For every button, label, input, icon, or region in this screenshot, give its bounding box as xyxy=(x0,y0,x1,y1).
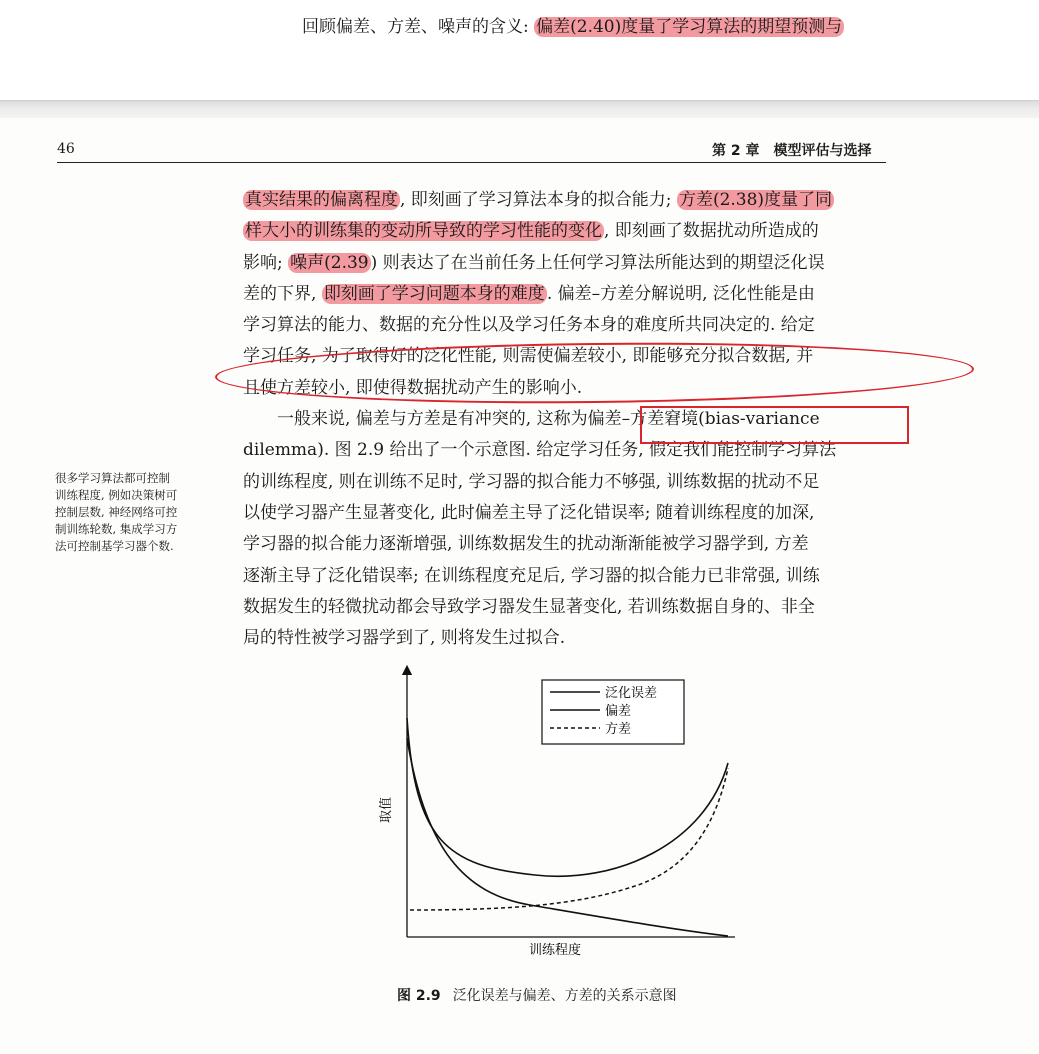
text-line: 的训练程度, 则在训练不足时, 学习器的拟合能力不够强, 训练数据的扰动不足 xyxy=(243,471,820,492)
legend-label-variance: 方差 xyxy=(605,722,632,737)
header-rule xyxy=(57,162,886,163)
margin-note xyxy=(55,470,220,555)
margin-note-line: 控制层数, 神经网络可控 xyxy=(55,505,178,519)
text-line: 学习器的拟合能力逐渐增强, 训练数据发生的扰动渐渐能被学习器学到, 方差 xyxy=(243,534,809,555)
text-line: 一般来说, 偏差与方差是有冲突的, 这称为偏差–方差窘境(bias-variance xyxy=(277,409,820,430)
legend-label-bias: 偏差 xyxy=(605,704,632,719)
text-line: 逐渐主导了泛化错误率; 在训练程度充足后, 学习器的拟合能力已非常强, 训练 xyxy=(243,565,820,586)
page-gap xyxy=(0,100,1039,119)
text-span: , 即刻画了数据扰动所造成的 xyxy=(604,221,819,242)
top-line-plain: 回顾偏差、方差、噪声的含义: xyxy=(302,17,535,37)
highlighted-text: 真实结果的偏离程度 xyxy=(245,190,398,210)
text-span: 差的下界, xyxy=(243,283,322,304)
text-line xyxy=(243,248,893,279)
page-number: 46 xyxy=(57,141,75,157)
margin-note-line: 训练程度, 例如决策树可 xyxy=(55,488,178,502)
previous-page-fragment xyxy=(0,0,1039,100)
highlighted-text: 方差(2.38)度量了同 xyxy=(678,190,833,210)
text-line: dilemma). 图 2.9 给出了一个示意图. 给定学习任务, 假定我们能控制学习算法 xyxy=(243,440,837,461)
figure-caption xyxy=(397,985,677,1005)
highlighted-text: 样大小的训练集的变动所导致的学习性能的变化 xyxy=(245,221,602,242)
text-line xyxy=(243,279,893,310)
annotation-rectangle xyxy=(640,406,909,444)
text-line: 局的特性被学习器学到了, 则将发生过拟合. xyxy=(243,628,566,649)
text-line: 以使学习器产生显著变化, 此时偏差主导了泛化错误率; 随着训练程度的加深, xyxy=(243,502,815,523)
x-axis-label: 训练程度 xyxy=(528,943,582,958)
variance-curve xyxy=(410,768,728,910)
text-span: 且使方差较小, 即使得数据扰动产生的影响小. xyxy=(243,377,583,398)
text-span: ) 则表达了在当前任务上任何学习算法所能达到的期望泛化误 xyxy=(370,252,825,273)
y-axis-label: 取值 xyxy=(379,796,394,824)
text-line xyxy=(243,216,893,247)
text-span: 学习算法的能力、数据的充分性以及学习任务本身的难度所共同决定的. 给定 xyxy=(243,315,815,336)
margin-note-line: 制训练轮数, 集成学习方 xyxy=(55,522,178,536)
margin-note-line: 法可控制基学习器个数. xyxy=(55,539,174,553)
margin-note-line: 很多学习算法都可控制 xyxy=(55,471,170,485)
text-line xyxy=(243,310,893,341)
highlighted-text: 即刻画了学习问题本身的难度 xyxy=(323,283,545,304)
top-line-highlight: 偏差(2.40)度量了学习算法的期望预测与 xyxy=(536,17,843,37)
text-span: 影响; xyxy=(243,252,289,273)
text-span: 学习任务, 为了取得好的泛化性能, 则需使偏差较小, 即能够充分拟合数据, 并 xyxy=(243,346,814,367)
text-line: 数据发生的轻微扰动都会导致学习器发生显著变化, 若训练数据自身的、非全 xyxy=(243,596,815,617)
bias-curve xyxy=(407,738,728,936)
highlighted-text: 噪声(2.39 xyxy=(290,252,369,273)
text-line xyxy=(243,185,893,216)
figure-caption-text: 泛化误差与偏差、方差的关系示意图 xyxy=(452,988,677,1004)
chapter-header: 第 2 章 模型评估与选择 xyxy=(712,143,872,159)
text-span: , 即刻画了学习算法本身的拟合能力; xyxy=(400,190,677,210)
text-span: . 偏差–方差分解说明, 泛化性能是由 xyxy=(546,283,815,304)
previous-page-last-line xyxy=(302,12,844,37)
figure-2-9-chart xyxy=(355,660,735,960)
figure-caption-number: 图 2.9 xyxy=(397,988,441,1004)
legend-label-generalization: 泛化误差 xyxy=(605,686,658,701)
